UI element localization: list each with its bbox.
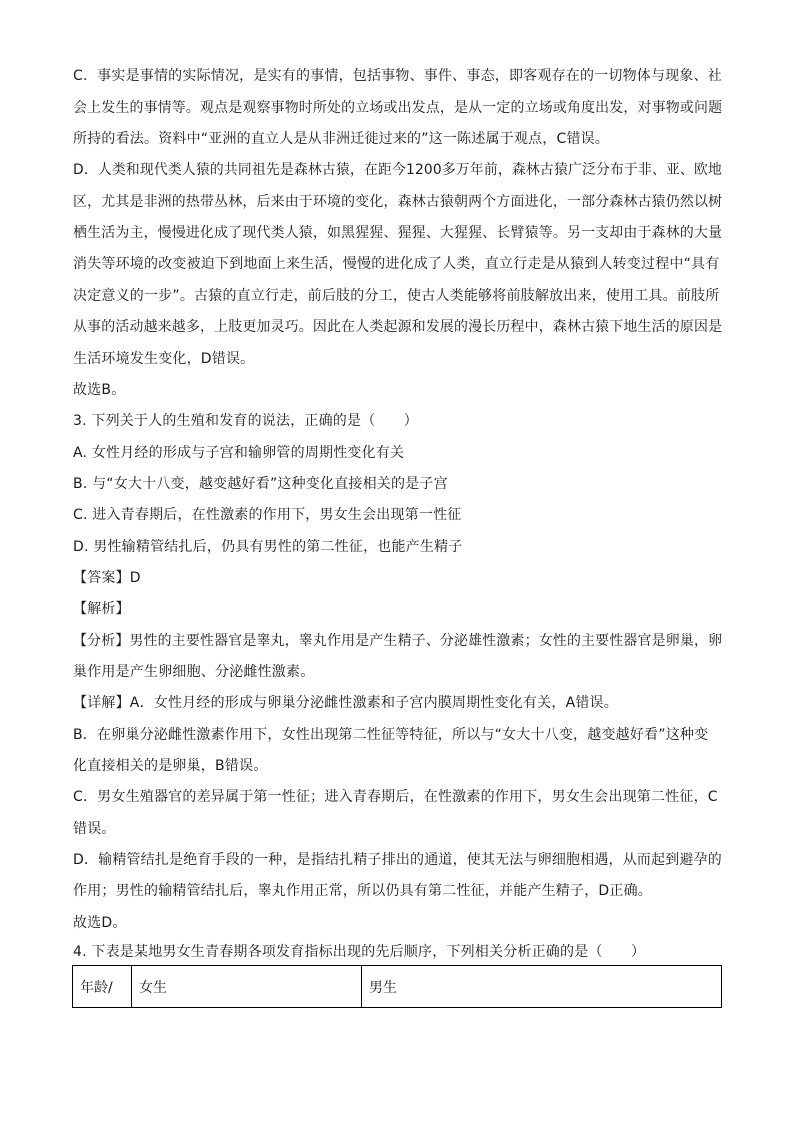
- table-header-female: 女生: [132, 966, 362, 1007]
- answer-label: 【答案】D: [73, 570, 141, 586]
- option-d: D. 男性输精管结扎后，仍具有男性的第二性征，也能产生精子: [73, 539, 463, 555]
- text-line: 化直接相关的是卵巢，B错误。: [73, 758, 268, 774]
- question-stem: 4. 下表是某地男女生青春期各项发育指标出现的先后顺序，下列相关分析正确的是（ ）: [73, 944, 646, 960]
- text-line: 从事的活动越来越多，上肢更加灵巧。因此在人类起源和发展的漫长历程中，森林古猿下地生活的原因是: [73, 319, 723, 335]
- text-line: 生活环境发生变化，D错误。: [73, 351, 255, 367]
- analysis-label: 【解析】: [73, 601, 130, 617]
- option-c: C. 进入青春期后，在性激素的作用下，男女生会出现第一性征: [73, 507, 462, 523]
- text-line: 所持的看法。资料中“亚洲的直立人是从非洲迁徙过来的”这一陈述属于观点，C错误。: [73, 131, 610, 147]
- text-line: 【详解】A．女性月经的形成与卵巢分泌雌性激素和子宫内膜周期性变化有关，A错误。: [73, 695, 618, 711]
- text-line: 会上发生的事情等。观点是观察事物时所处的立场或出发点，是从一定的立场或角度出发，对事物或问题: [73, 100, 723, 116]
- text-line: 决定意义的一步”。古猿的直立行走，前后肢的分工，使古人类能够将前肢解放出来，使用工具。前肢所: [73, 288, 720, 304]
- text-line: 作用；男性的输精管结扎后，睾丸作用正常，所以仍具有第二性征，并能产生精子，D正确。: [73, 883, 652, 899]
- text-line: D．输精管结扎是绝育手段的一种，是指结扎精子排出的通道，使其无法与卵细胞相遇，从而起到避孕的: [73, 852, 722, 868]
- text-line: B．在卵巢分泌雌性激素作用下，女性出现第二性征等特征，所以与“女大十八变，越变越好看”这种变: [73, 727, 709, 743]
- text-line: 消失等环境的改变被迫下到地面上来生活，慢慢的进化成了人类，直立行走是从猿到人转变过程中“具有: [73, 256, 720, 272]
- text-line: 故选D。: [73, 915, 127, 931]
- text-line: 区，尤其是非洲的热带丛林，后来由于环境的变化，森林古猿朝两个方面进化，一部分森林古猿仍然以树: [73, 194, 723, 210]
- text-line: 栖生活为主，慢慢进化成了现代类人猿，如黑猩猩、猩猩、大猩猩、长臂猿等。另一支却由于森林的大量: [73, 225, 723, 241]
- text-line: 错误。: [73, 821, 116, 837]
- text-line: 故选B。: [73, 382, 126, 398]
- table-header-male: 男生: [369, 979, 397, 996]
- question-stem: 3. 下列关于人的生殖和发育的说法，正确的是（ ）: [73, 413, 419, 429]
- text-line: C．事实是事情的实际情况，是实有的事情，包括事物、事件、事态，即客观存在的一切物体与现象、社: [73, 68, 722, 84]
- text-line: 巢作用是产生卵细胞、分泌雌性激素。: [73, 664, 315, 680]
- text-line: C．男女生殖器官的差异属于第一性征；进入青春期后，在性激素的作用下，男女生会出现第二性征，C: [73, 789, 718, 805]
- option-a: A. 女性月经的形成与子宫和输卵管的周期性变化有关: [73, 445, 405, 461]
- text-line: 【分析】男性的主要性器官是睾丸，睾丸作用是产生精子、分泌雄性激素；女性的主要性器官是卵巢，卵: [73, 633, 723, 649]
- text-line: D．人类和现代类人猿的共同祖先是森林古猿，在距今1200多万年前，森林古猿广泛分布于非、亚、欧地: [73, 162, 723, 178]
- development-table: [72, 965, 722, 1008]
- option-b: B. 与“女大十八变，越变越好看”这种变化直接相关的是子宫: [73, 476, 448, 492]
- table-header-age: 年龄/: [73, 966, 132, 1007]
